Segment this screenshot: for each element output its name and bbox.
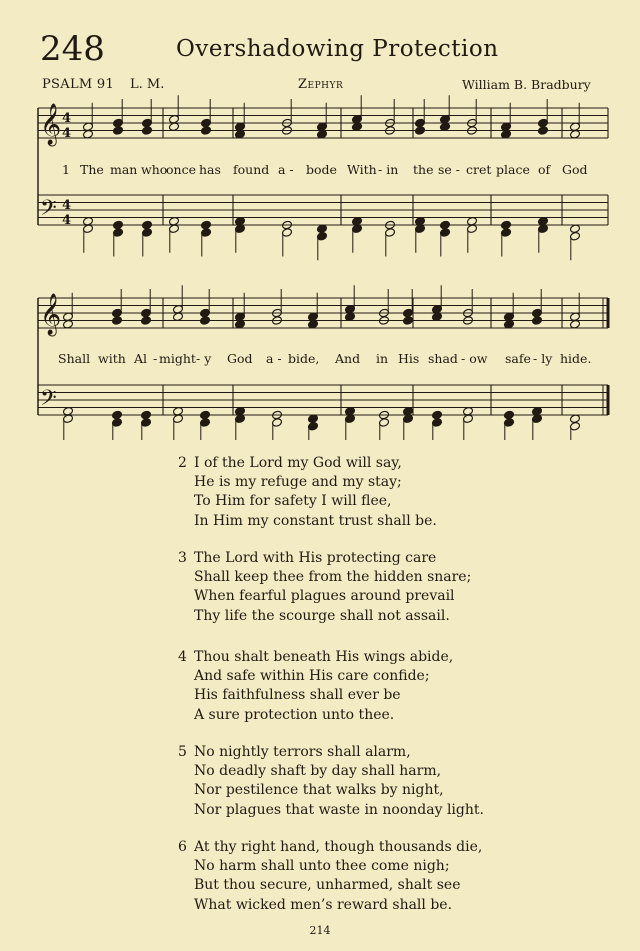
composer: William B. Bradbury: [462, 77, 591, 92]
note-head: [201, 220, 212, 230]
note-head: [142, 220, 153, 230]
lyric-syllable: of: [538, 162, 551, 177]
stanza-2: [178, 454, 437, 531]
lyric-syllable: His: [398, 351, 420, 366]
lyric-syllable: bode: [306, 162, 337, 177]
lyric-syllable: cret: [466, 162, 492, 177]
note-head: [201, 126, 212, 136]
time-signature: 4: [62, 213, 72, 228]
note-head: [141, 410, 152, 420]
note-head: [504, 410, 515, 420]
stanza-line: He is my refuge and my stay;: [194, 474, 402, 491]
lyric-syllable: found: [233, 162, 270, 177]
lyric-syllable: might: [159, 351, 196, 366]
stanza-line: Nor pestilence that walks by night,: [194, 782, 444, 799]
time-signature: 4: [62, 126, 72, 141]
lyric-syllable: And: [335, 351, 361, 366]
psalm-reference: PSALM 91: [42, 77, 115, 92]
time-signature: 4: [62, 111, 72, 126]
stanza-line: 5 No nightly terrors shall alarm,: [178, 743, 484, 762]
stanza-number-1: 1: [62, 162, 70, 177]
stanza-line: When fearful plagues around prevail: [194, 588, 455, 605]
stanza-3: [178, 549, 471, 626]
meter: L. M.: [130, 77, 165, 92]
stanza-line: What wicked men’s reward shall be.: [194, 896, 453, 913]
treble-clef-icon: 𝄞: [40, 104, 62, 145]
stanza-line: 3 The Lord with His protecting care: [178, 549, 471, 568]
lyric-syllable: God: [562, 162, 588, 177]
lyric-syllable: a -: [278, 162, 294, 177]
stanza-line: Shall keep thee from the hidden snare;: [194, 569, 472, 586]
note-head: [538, 126, 549, 136]
stanza-line: And safe within His care confide;: [194, 668, 430, 685]
note-head: [112, 316, 123, 326]
lyric-syllable: hide.: [560, 351, 592, 366]
note-head: [142, 126, 153, 136]
note-head: [200, 410, 211, 420]
lyric-syllable: in: [376, 351, 389, 366]
lyric-syllable: safe: [505, 351, 531, 366]
lyric-syllable: se -: [438, 162, 461, 177]
page-number: 214: [309, 924, 331, 937]
stanza-line: 6 At thy right hand, though thousands die,: [178, 838, 482, 857]
lyric-syllable: Al: [134, 351, 148, 366]
lyric-syllable: - ow: [461, 351, 488, 366]
stanza-line: In Him my constant trust shall be.: [194, 512, 437, 529]
stanza-line: No harm shall unto thee come nigh;: [194, 858, 450, 875]
stanza-line: But thou secure, unharmed, shalt see: [194, 877, 461, 894]
stanza-line: 2 I of the Lord my God will say,: [178, 454, 437, 473]
stanza-4: [178, 648, 453, 725]
stanza-line: No deadly shaft by day shall harm,: [194, 763, 442, 780]
stanza-number: 2: [178, 455, 187, 471]
lyric-syllable: shad: [428, 351, 458, 366]
treble-clef-icon: 𝄞: [40, 294, 62, 335]
lyric-syllable: place: [496, 162, 530, 177]
stanza-line: 4 Thou shalt beneath His wings abide,: [178, 648, 453, 667]
note-head: [403, 316, 414, 326]
note-head: [113, 126, 124, 136]
stanza-line: His faithfulness shall ever be: [194, 687, 401, 704]
hymn-number: 248: [40, 29, 105, 69]
stanza-line: A sure protection unto thee.: [194, 706, 395, 723]
tune-name: Zephyr: [298, 77, 344, 92]
stanza-line: Thy life the scourge shall not assail.: [194, 607, 450, 624]
lyric-syllable: - in: [378, 162, 399, 177]
lyric-syllable: With: [347, 162, 377, 177]
lyric-syllable: a -: [266, 351, 282, 366]
stanza-line: Nor plagues that waste in noonday light.: [194, 801, 484, 818]
lyric-syllable: bide,: [288, 351, 320, 366]
note-head: [432, 410, 443, 420]
note-head: [532, 316, 543, 326]
lyric-syllable: once: [166, 162, 196, 177]
music-score: [0, 0, 640, 440]
lyric-syllable: man: [110, 162, 138, 177]
note-head: [200, 316, 211, 326]
lyric-syllable: - ly: [533, 351, 553, 366]
stanza-number: 6: [178, 839, 187, 855]
stanza-number: 5: [178, 744, 187, 760]
lyric-syllable: the: [413, 162, 434, 177]
lyric-syllable: has: [199, 162, 221, 177]
stanza-line: To Him for safety I will flee,: [194, 493, 392, 510]
lyric-syllable: - y: [196, 351, 212, 366]
stanza-5: [178, 743, 484, 820]
stanza-number: 3: [178, 550, 187, 566]
time-signature: 4: [62, 198, 72, 213]
note-head: [113, 220, 124, 230]
bass-clef-icon: 𝄢: [40, 386, 57, 416]
stanza-6: [178, 838, 482, 915]
lyric-syllable: with: [98, 351, 126, 366]
lyric-syllable: God: [227, 351, 253, 366]
note-head: [501, 220, 512, 230]
lyric-syllable: who: [141, 162, 168, 177]
lyric-syllable: The: [80, 162, 104, 177]
stanza-number: 4: [178, 649, 187, 665]
note-head: [112, 410, 123, 420]
note-head: [141, 316, 152, 326]
bass-clef-icon: 𝄢: [40, 196, 57, 226]
lyric-syllable: Shall: [58, 351, 91, 366]
note-head: [415, 126, 426, 136]
lyric-syllable: -: [153, 351, 158, 366]
hymn-title: Overshadowing Protection: [176, 36, 499, 62]
note-head: [440, 220, 451, 230]
